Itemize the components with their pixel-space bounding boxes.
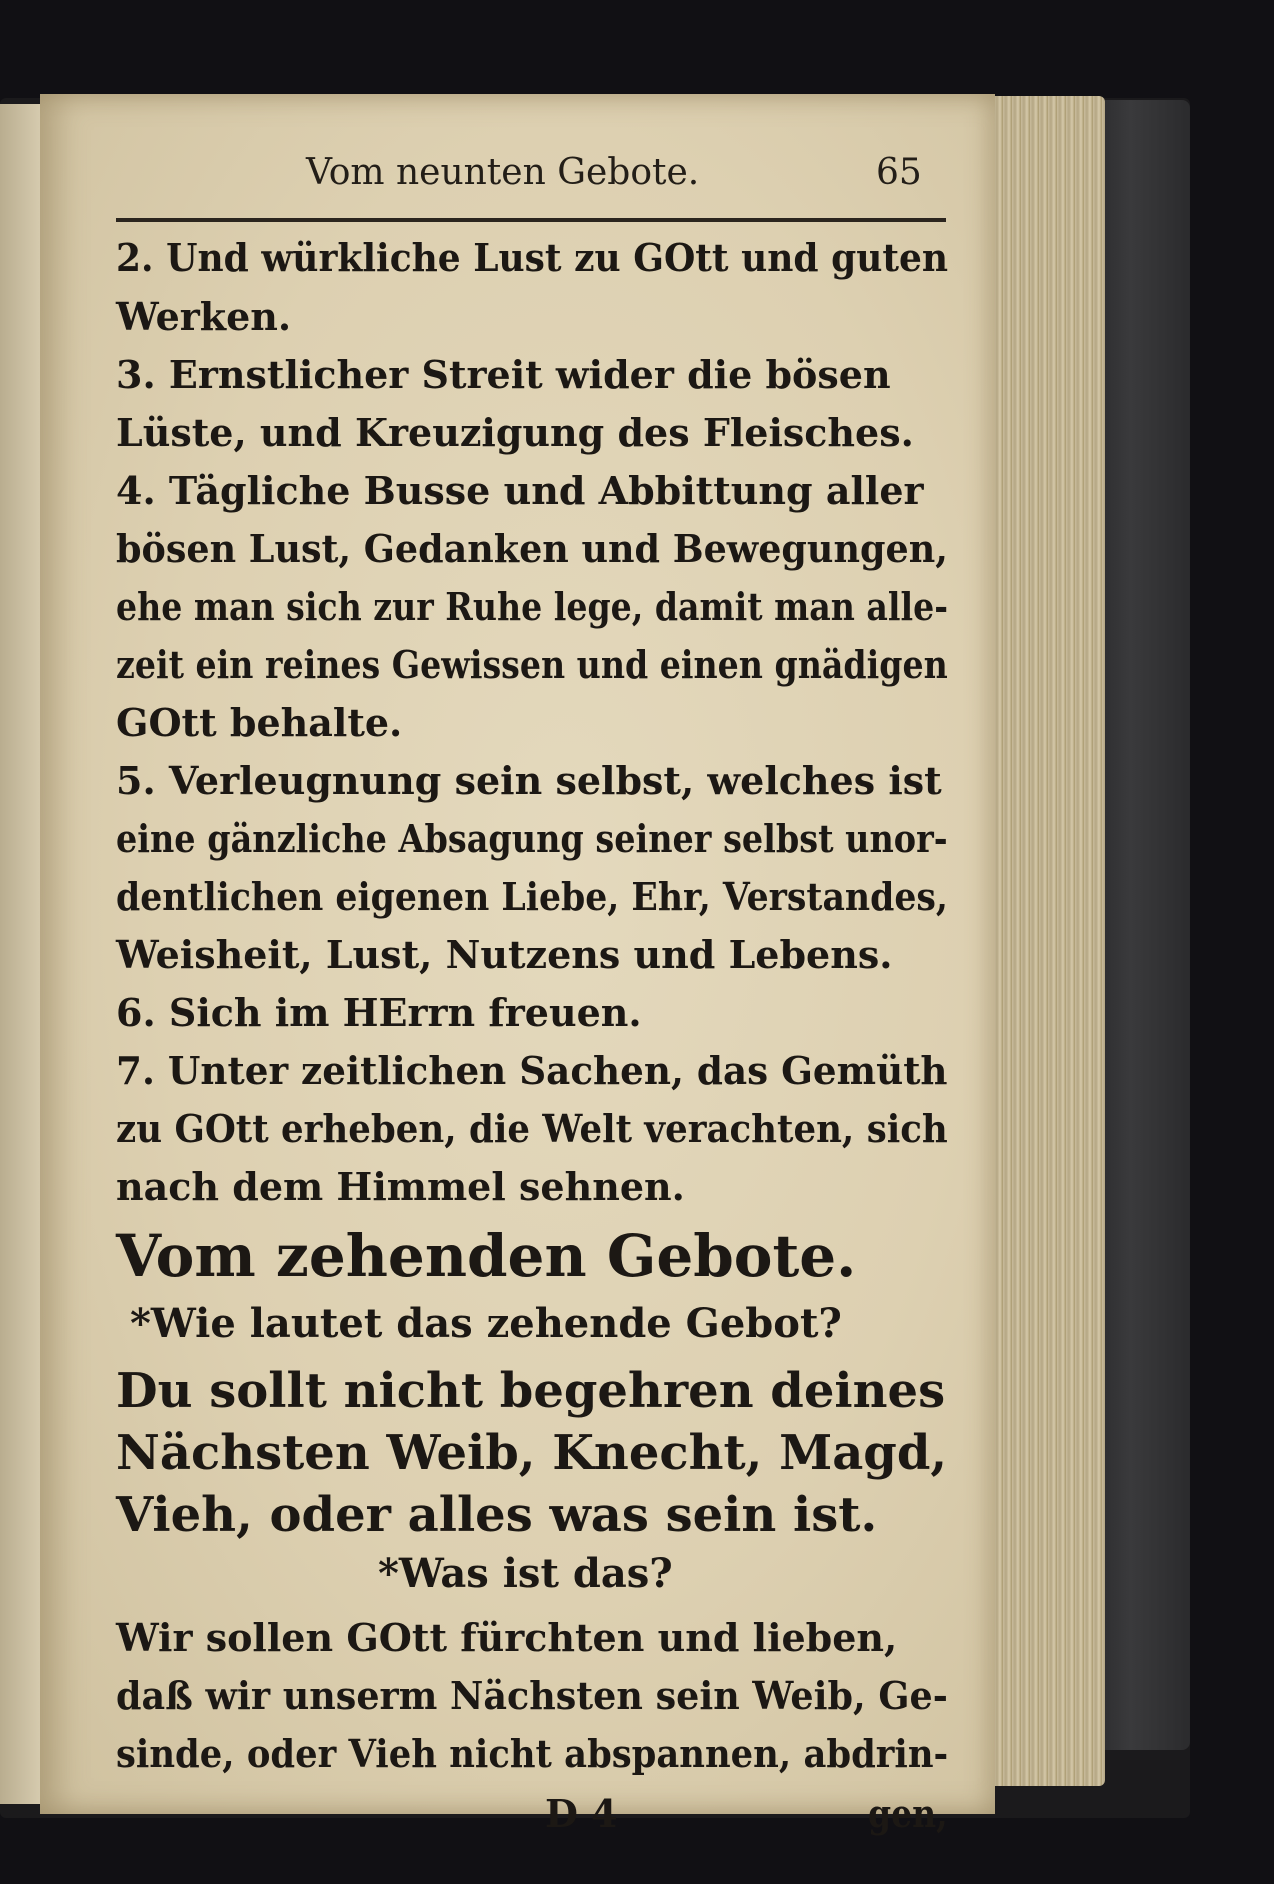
text-line: ehe man sich zur Ruhe lege, damit man alle- [116,584,948,629]
text-line: sinde, oder Vieh nicht abspannen, abdrin- [116,1731,949,1776]
book-cover [1090,100,1190,1750]
facing-page-edge [0,104,42,1804]
text-line: 2. Und würkliche Lust zu GOtt und guten [116,235,949,280]
commandment-line: Nächsten Weib, Knecht, Magd, [116,1425,948,1481]
text-line: Lüste, und Kreuzigung des Fleisches. [116,410,914,455]
text-line: daß wir unserm Nächsten sein Weib, Ge- [116,1673,948,1718]
signature-mark: D 4 [545,1791,618,1836]
catechism-question: *Was ist das? [378,1550,673,1597]
text-line: 3. Ernstlicher Streit wider die bösen [116,352,891,397]
text-line: GOtt behalte. [116,700,403,745]
catchword: gen, [868,1791,948,1836]
header-rule [116,218,946,222]
text-line: Wir sollen GOtt fürchten und lieben, [116,1615,898,1660]
text-line: Weisheit, Lust, Nutzens und Lebens. [116,932,893,977]
text-line: nach dem Himmel sehnen. [116,1164,685,1209]
commandment-line: Du sollt nicht begehren deines [116,1363,946,1419]
section-heading: Vom zehenden Gebote. [116,1222,857,1290]
text-line: 5. Verleugnung sein selbst, welches ist [116,758,942,803]
text-line: zeit ein reines Gewissen und einen gnädigen [116,642,948,687]
running-head: Vom neunten Gebote. [306,152,700,193]
page-number: 65 [876,152,922,193]
text-line: bösen Lust, Gedanken und Bewegungen, [116,526,948,571]
text-line: eine gänzliche Absagung seiner selbst unor- [116,816,948,861]
text-line: 4. Tägliche Busse und Abbittung aller [116,468,924,513]
text-line: zu GOtt erheben, die Welt verachten, sich [116,1106,948,1151]
page-header [116,152,948,202]
page-edges [985,96,1105,1786]
commandment-line: Vieh, oder alles was sein ist. [116,1487,878,1543]
catechism-question: *Wie lautet das zehende Gebot? [130,1300,842,1347]
text-line: dentlichen eigenen Liebe, Ehr, Verstandes, [116,874,948,919]
text-line: 7. Unter zeitlichen Sachen, das Gemüth [116,1048,948,1093]
text-line: 6. Sich im HErrn freuen. [116,990,642,1035]
text-line: Werken. [116,294,292,339]
